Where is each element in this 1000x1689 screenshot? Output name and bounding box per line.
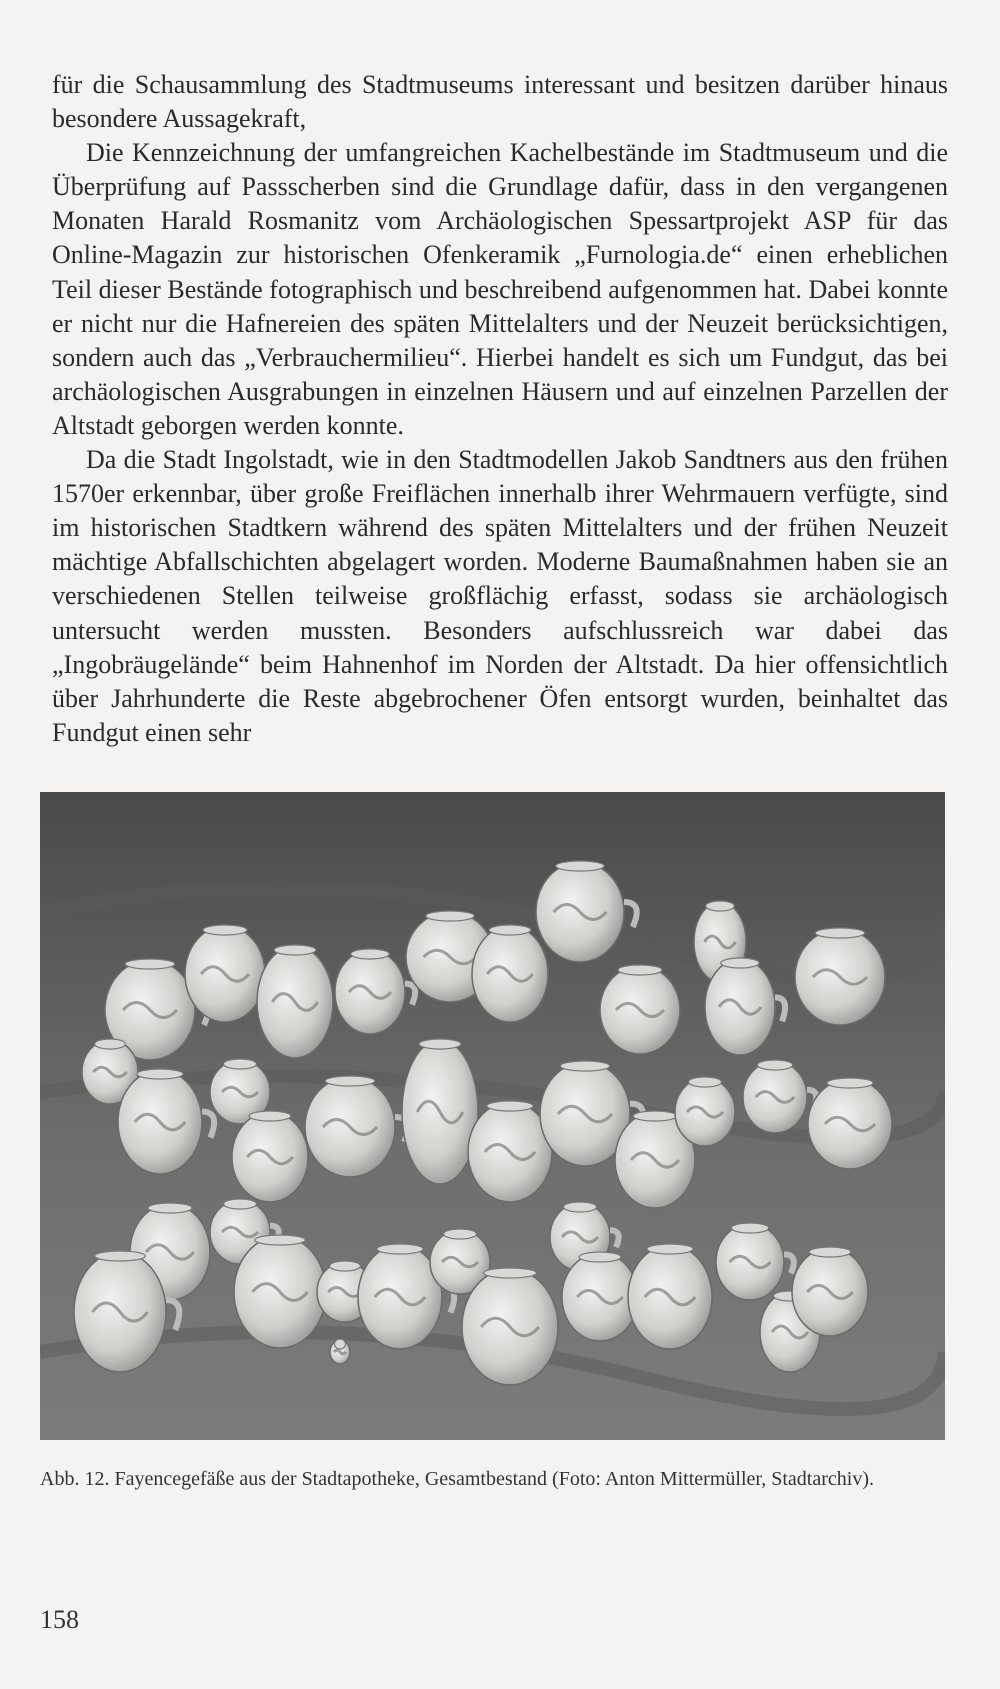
paragraph-2: Die Kennzeichnung der umfangreichen Kachelbestände im Stadtmuseum und die Überprüfung auf Passscherben sind die Grundlage dafür, dass in den vergangenen Monaten Harald Rosmanitz vom Archäologischen Spessartprojekt ASP für das Online-Magazin zur historischen Ofenkeramik „Furnologia.de“ einen erheblichen Teil dieser Bestände fotographisch und beschreibend aufgenommen hat. Dabei konnte er nicht nur die Hafnereien des späten Mittelalters und der Neuzeit berücksichtigen, sondern auch das „Verbrauchermilieu“. Hierbei handelt es sich um Fundgut, das bei archäologischen Ausgrabungen in einzelnen Häusern und auf einzelnen Parzellen der Altstadt geborgen werden konnte. xyxy=(52,138,948,440)
paragraph-3: Da die Stadt Ingolstadt, wie in den Stadtmodellen Jakob Sandtners aus den frühen 1570er erkennbar, über große Freiflächen innerhalb ihrer Wehrmauern verfügte, sind im historischen Stadtkern während des späten Mittelalters und der frühen Neuzeit mächtige Abfallschichten abgelagert worden. Moderne Baumaßnahmen haben sie an verschiedenen Stellen teilweise großflächig erfasst, sodass sie archäologisch untersucht werden mussten. Besonders aufschlussreich war dabei das „Ingobräugelände“ beim Hahnenhof im Norden der Altstadt. Da hier offensichtlich über Jahrhunderte die Reste abgebrochener Öfen entsorgt wurden, beinhaltet das Fundgut einen sehr xyxy=(52,445,948,747)
figure-caption: Abb. 12. Fayencegefäße aus der Stadtapotheke, Gesamtbestand (Foto: Anton Mittermüller, Stadtarchiv). xyxy=(40,1468,874,1490)
paragraph-1: für die Schausammlung des Stadtmuseums interessant und besitzen darüber hinaus besondere Aussagekraft, xyxy=(52,70,948,134)
body-text xyxy=(52,68,948,750)
page-number: 158 xyxy=(40,1605,79,1634)
photo-pottery-collection xyxy=(40,792,945,1440)
